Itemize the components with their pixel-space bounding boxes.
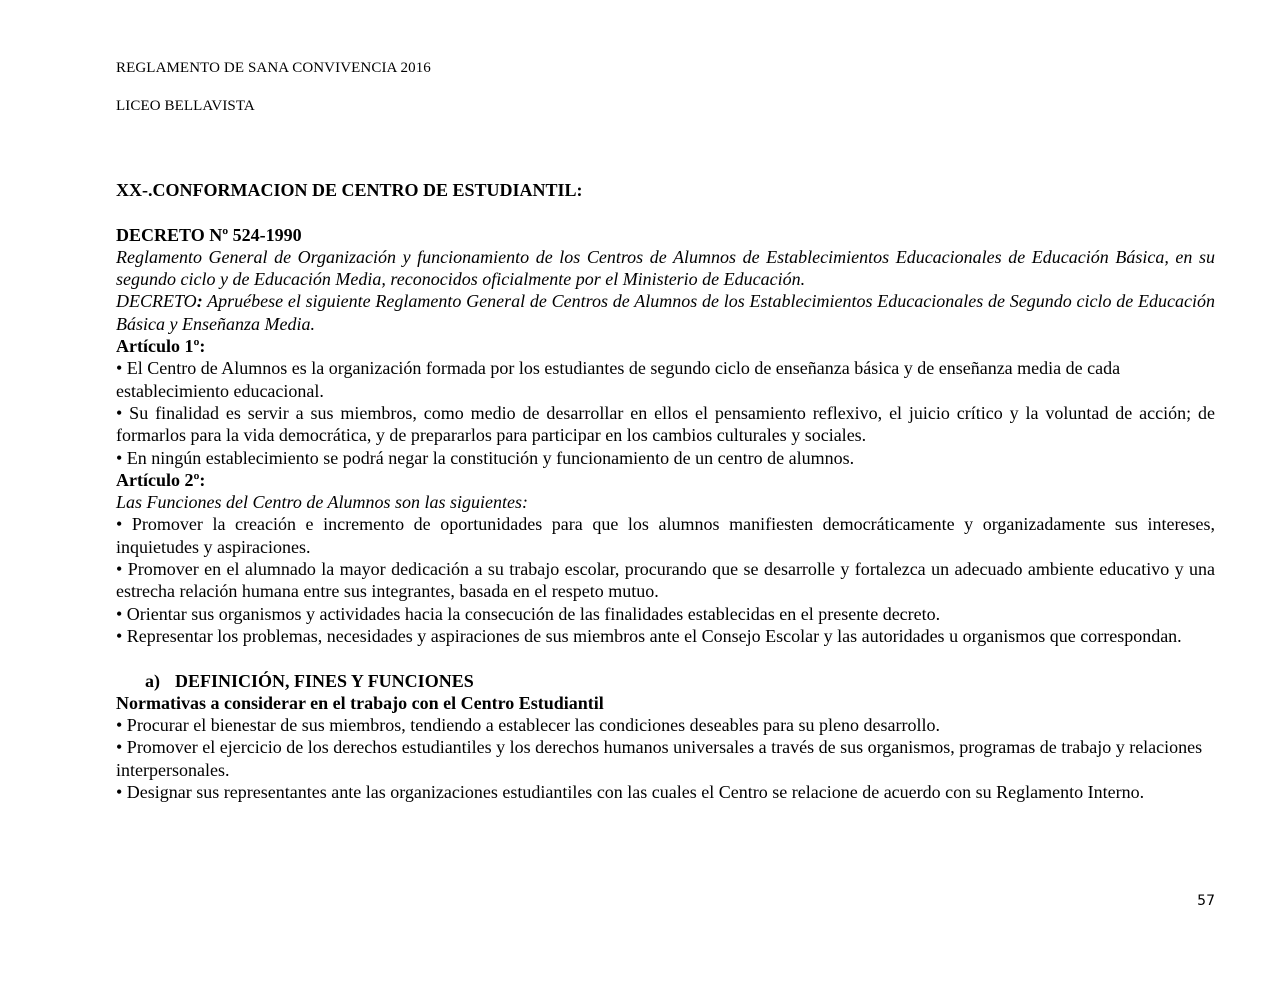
page-number: 57 <box>1197 893 1215 909</box>
article-2-bullet: • Orientar sus organismos y actividades hacia la consecución de las finalidades establecidas en el presente decreto. <box>116 603 941 624</box>
header-title: REGLAMENTO DE SANA CONVIVENCIA 2016 <box>116 60 431 76</box>
decree-heading: DECRETO Nº 524-1990 <box>116 224 302 245</box>
normativa-bullet: • Designar sus representantes ante las organizaciones estudiantiles con las cuales el Centro se relacione de acuerdo con su Reglamento Interno. <box>116 782 1145 803</box>
normativa-bullet: • Procurar el bienestar de sus miembros, tendiendo a establecer las condiciones deseables para su pleno desarrollo. <box>116 715 941 736</box>
article-1-heading: Artículo 1º: <box>116 336 206 357</box>
article-1-bullet: • Su finalidad es servir a sus miembros, como medio de desarrollar en ellos el pensamiento reflexivo, el juicio crítico y la voluntad de acción; de formarlos para la vida democrática, y de prepararlos para participar en los cambios culturales y sociales. <box>116 402 1215 446</box>
normativas-heading: Normativas a considerar en el trabajo con el Centro Estudiantil <box>116 692 604 713</box>
decree-statement <box>116 290 1215 335</box>
article-2-bullet: • Promover en el alumnado la mayor dedicación a su trabajo escolar, procurando que se desarrolle y fortalezca un adecuado ambiente educativo y una estrecha relación humana entre sus integrantes, basada en el respeto mutuo. <box>116 559 1215 602</box>
article-2-bullet: • Promover la creación e incremento de oportunidades para que los alumnos manifiesten democráticamente y organizadamente sus intereses, inquietudes y aspiraciones. <box>116 514 1215 557</box>
blank-line <box>116 201 1215 223</box>
decree-intro: Reglamento General de Organización y funcionamiento de los Centros de Alumnos de Establecimientos Educacionales de Educación Básica, en su segundo ciclo y de Educación Media, reconocidos oficialmente por el Ministerio de Educación. <box>116 246 1215 290</box>
document-page <box>116 0 1215 990</box>
document-body <box>116 179 1215 803</box>
decree-text: Apruébese el siguiente Reglamento General de Centros de Alumnos de los Establecimientos Educacionales de Segundo ciclo de Educación Básica y Enseñanza Media. <box>116 291 1215 334</box>
article-1-bullet: • En ningún establecimiento se podrá negar la constitución y funcionamiento de un centro de alumnos. <box>116 447 855 468</box>
article-2-intro: Las Funciones del Centro de Alumnos son las siguientes: <box>116 492 528 513</box>
decree-colon: : <box>196 291 203 312</box>
article-2-bullet: • Representar los problemas, necesidades y aspiraciones de sus miembros ante el Consejo Escolar y las autoridades u organismos que correspondan. <box>116 625 1182 646</box>
decree-label: DECRETO <box>116 291 197 312</box>
subsection-marker: a) <box>145 670 160 691</box>
normativa-bullet: • Promover el ejercicio de los derechos estudiantiles y los derechos humanos universales a través de sus organismos, programas de trabajo y relaciones interpersonales. <box>116 737 1203 780</box>
article-1-bullet: • El Centro de Alumnos es la organización formada por los estudiantes de segundo ciclo de enseñanza básica y de enseñanza media de cada establecimiento educacional. <box>116 358 1121 401</box>
article-2-heading: Artículo 2º: <box>116 469 206 490</box>
subsection-title: DEFINICIÓN, FINES Y FUNCIONES <box>175 670 474 691</box>
subsection-heading <box>116 670 1215 692</box>
section-title: XX-.CONFORMACION DE CENTRO DE ESTUDIANTIL: <box>116 180 583 200</box>
blank-line <box>116 647 1215 669</box>
header-school: LICEO BELLAVISTA <box>116 98 255 114</box>
